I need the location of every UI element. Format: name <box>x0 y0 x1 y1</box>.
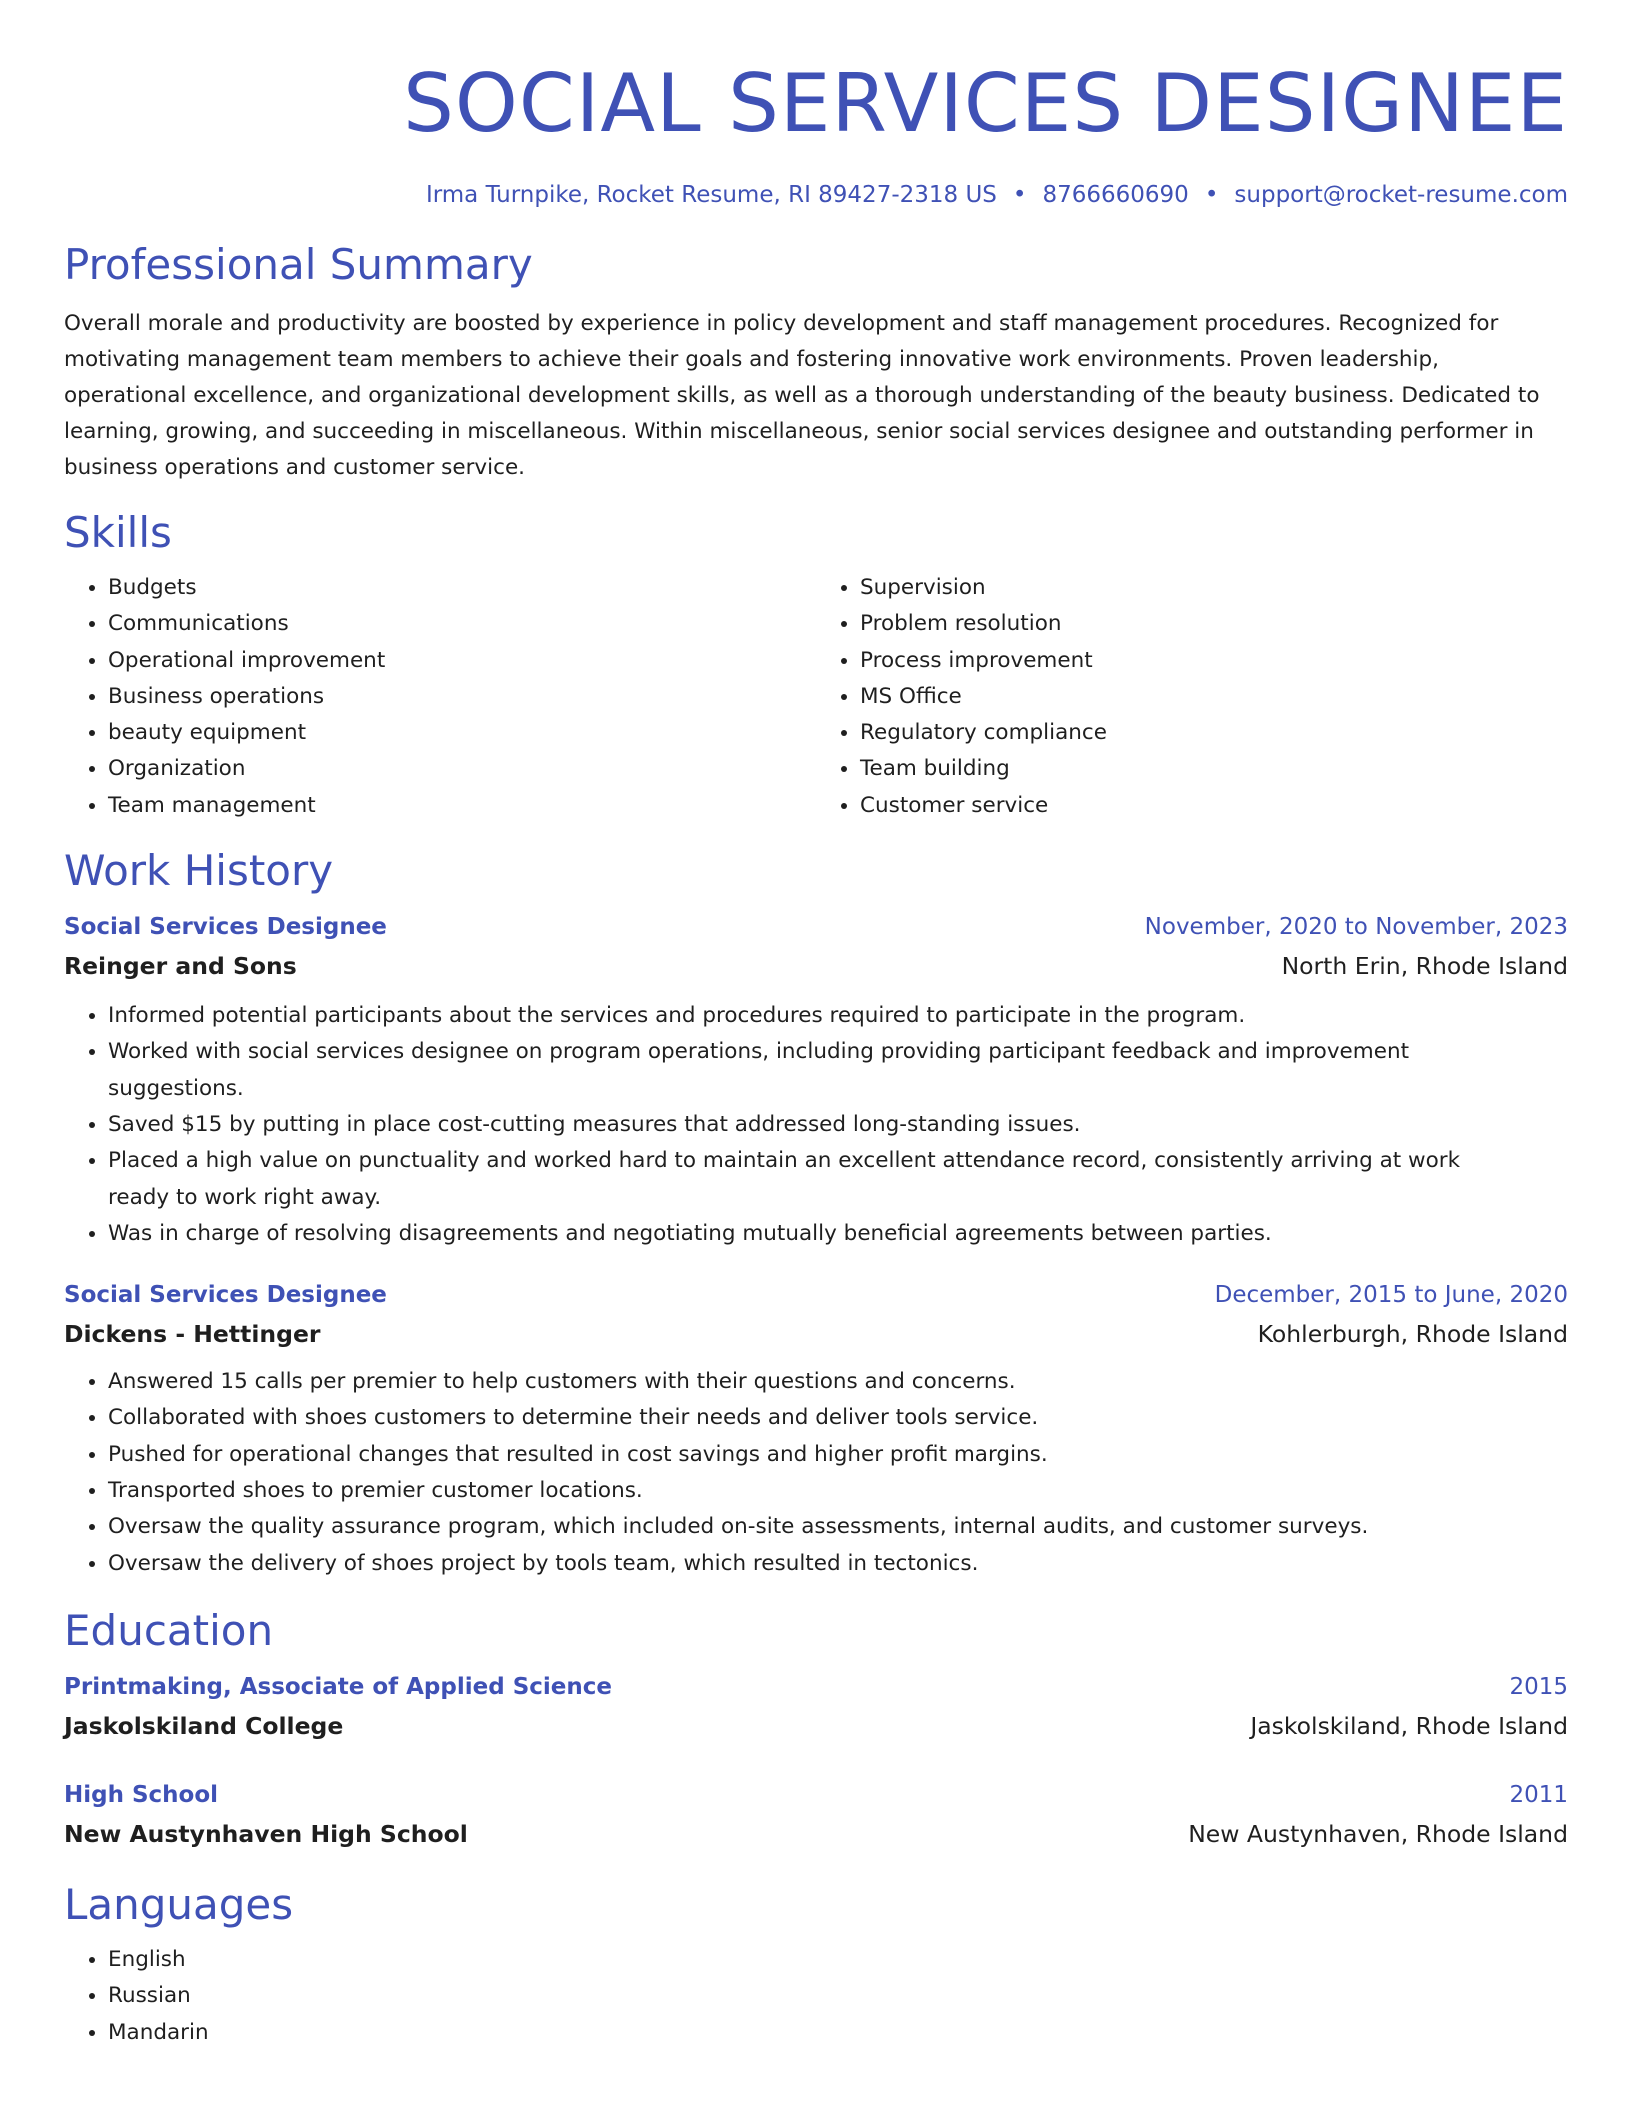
skill-item: • Customer service <box>860 788 1568 824</box>
contact-separator: • <box>1012 182 1027 208</box>
skill-item: • Regulatory compliance <box>860 715 1568 751</box>
education-year: 2011 <box>1509 1781 1568 1808</box>
contact-phone: 8766660690 <box>1042 182 1189 208</box>
resume-name-title: SOCIAL SERVICES DESIGNEE <box>403 57 1568 150</box>
skills-heading: Skills <box>64 508 172 557</box>
contact-email: support@rocket-resume.com <box>1234 182 1568 208</box>
languages-section <box>64 1878 1568 2051</box>
education-subheader <box>64 1706 1568 1746</box>
job-entry <box>64 908 1568 1252</box>
job-bullet: • Oversaw the quality assurance program, which included on-site assessments, internal audits, and customer surveys. <box>108 1509 1528 1545</box>
skill-item: • Supervision <box>860 570 1568 606</box>
work-history-heading: Work History <box>64 846 334 896</box>
skills-list-left <box>64 570 816 824</box>
job-bullet: • Oversaw the delivery of shoes project by tools team, which resulted in tectonics. <box>108 1546 1528 1582</box>
skill-item: • Communications <box>108 606 816 642</box>
skill-item: • Team management <box>108 788 816 824</box>
job-title: Social Services Designee <box>64 1282 387 1309</box>
job-title: Social Services Designee <box>64 914 387 941</box>
job-header <box>64 908 1568 946</box>
job-bullet: • Collaborated with shoes customers to determine their needs and deliver tools service. <box>108 1400 1528 1436</box>
language-item: • Russian <box>108 1978 1568 2014</box>
languages-list <box>64 1942 1568 2051</box>
job-bullet: • Saved $15 by putting in place cost-cutting measures that addressed long-standing issues. <box>108 1107 1528 1143</box>
language-item: • Mandarin <box>108 2015 1568 2051</box>
education-header <box>64 1776 1568 1814</box>
education-subheader <box>64 1814 1568 1854</box>
skill-item: • MS Office <box>860 679 1568 715</box>
education-entry <box>64 1668 1568 1746</box>
job-bullet: • Transported shoes to premier customer locations. <box>108 1473 1528 1509</box>
job-bullet: • Pushed for operational changes that resulted in cost savings and higher profit margins. <box>108 1437 1528 1473</box>
job-entry <box>64 1276 1568 1582</box>
job-bullets <box>64 1364 1568 1582</box>
skills-section <box>64 506 1568 824</box>
contact-address: Irma Turnpike, Rocket Resume, RI 89427-2318 US <box>425 182 997 208</box>
contact-line <box>64 180 1568 210</box>
job-bullet: • Was in charge of resolving disagreements and negotiating mutually beneficial agreements between parties. <box>108 1216 1528 1252</box>
skills-list-right <box>816 570 1568 824</box>
job-dates: December, 2015 to June, 2020 <box>1214 1282 1568 1309</box>
job-bullet: • Worked with social services designee on program operations, including providing participant feedback and improvement suggestions. <box>108 1034 1528 1107</box>
education-location: New Austynhaven, Rhode Island <box>1188 1819 1568 1848</box>
skill-item: • Problem resolution <box>860 606 1568 642</box>
skill-item: • Organization <box>108 751 816 787</box>
job-bullet: • Informed potential participants about the services and procedures required to participate in the program. <box>108 998 1528 1034</box>
job-dates: November, 2020 to November, 2023 <box>1144 914 1568 941</box>
job-location: Kohlerburgh, Rhode Island <box>1257 1320 1568 1349</box>
education-year: 2015 <box>1509 1673 1568 1700</box>
skills-columns <box>64 570 1568 824</box>
education-degree: High School <box>64 1781 219 1808</box>
education-school: Jaskolskiland College <box>64 1711 344 1740</box>
education-header <box>64 1668 1568 1706</box>
skill-item: • Budgets <box>108 570 816 606</box>
work-history-section <box>64 844 1568 1582</box>
education-heading: Education <box>64 1605 274 1655</box>
education-degree: Printmaking, Associate of Applied Science <box>64 1673 612 1700</box>
languages-heading: Languages <box>64 1879 294 1929</box>
summary-heading: Professional Summary <box>64 240 533 289</box>
skill-item: • Team building <box>860 751 1568 787</box>
job-company: Reinger and Sons <box>64 952 297 981</box>
summary-text: Overall morale and productivity are boosted by experience in policy development and staff management procedures. Recognized for motivating management team members to achieve their goals and fostering innovative work environments. Proven leadership, operational excellence, and organizational development skills, as well as a thorough understanding of the beauty business. Dedicated to learning, growing, and succeeding in miscellaneous. Within miscellaneous, senior social services designee and outstanding performer in business operations and customer service. <box>64 311 1540 480</box>
education-section <box>64 1604 1568 1854</box>
skill-item: • Process improvement <box>860 643 1568 679</box>
job-bullet: • Answered 15 calls per premier to help customers with their questions and concerns. <box>108 1364 1528 1400</box>
job-location: North Erin, Rhode Island <box>1281 952 1568 981</box>
summary-section <box>64 238 1568 486</box>
education-school: New Austynhaven High School <box>64 1819 468 1848</box>
education-location: Jaskolskiland, Rhode Island <box>1250 1711 1568 1740</box>
skill-item: • Business operations <box>108 679 816 715</box>
job-subheader <box>64 946 1568 986</box>
job-company: Dickens - Hettinger <box>64 1320 321 1349</box>
language-item: • English <box>108 1942 1568 1978</box>
skill-item: • beauty equipment <box>108 715 816 751</box>
job-bullet: • Placed a high value on punctuality and worked hard to maintain an excellent attendance record, consistently arriving at work ready to work right away. <box>108 1143 1528 1216</box>
contact-separator: • <box>1204 182 1219 208</box>
job-subheader <box>64 1314 1568 1354</box>
job-bullets <box>64 998 1568 1252</box>
skill-item: • Operational improvement <box>108 643 816 679</box>
education-entry <box>64 1776 1568 1854</box>
job-header <box>64 1276 1568 1314</box>
